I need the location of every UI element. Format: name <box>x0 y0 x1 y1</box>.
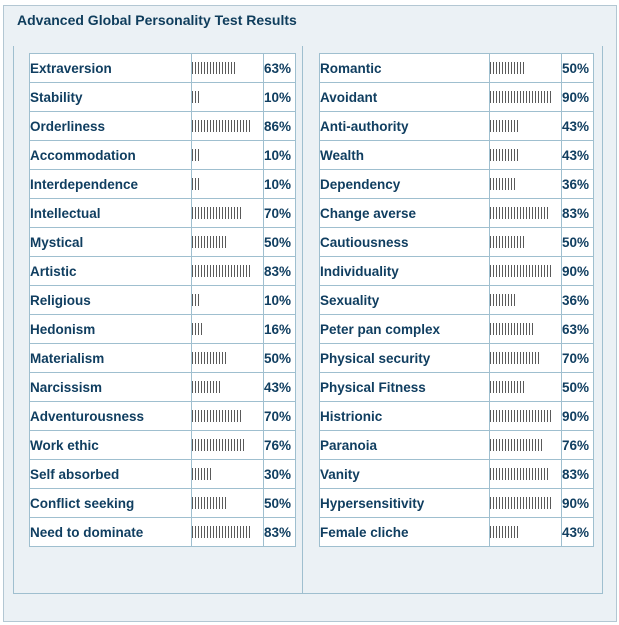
trait-bar <box>490 257 562 286</box>
result-row <box>320 344 594 373</box>
trait-percent: 10% <box>264 141 296 170</box>
trait-bar <box>490 54 562 83</box>
trait-bar <box>490 228 562 257</box>
trait-percent: 10% <box>264 286 296 315</box>
trait-bar <box>192 83 264 112</box>
trait-name: Work ethic <box>30 431 192 460</box>
trait-bar <box>490 286 562 315</box>
trait-bar-fill <box>192 149 199 161</box>
result-row <box>30 402 296 431</box>
trait-name: Artistic <box>30 257 192 286</box>
trait-name: Materialism <box>30 344 192 373</box>
trait-bar-fill <box>490 439 543 451</box>
trait-percent: 50% <box>562 228 594 257</box>
trait-bar-fill <box>490 149 520 161</box>
trait-name: Paranoia <box>320 431 490 460</box>
trait-bar-fill <box>490 352 539 364</box>
trait-bar-fill <box>490 265 553 277</box>
trait-bar-fill <box>490 497 553 509</box>
result-row <box>320 54 594 83</box>
trait-percent: 43% <box>562 112 594 141</box>
trait-bar-fill <box>192 62 236 74</box>
trait-bar-fill <box>490 381 525 393</box>
trait-name: Intellectual <box>30 199 192 228</box>
trait-percent: 83% <box>562 199 594 228</box>
result-row <box>30 257 296 286</box>
result-row <box>320 228 594 257</box>
trait-bar <box>192 228 264 257</box>
trait-bar <box>490 402 562 431</box>
trait-percent: 16% <box>264 315 296 344</box>
result-row <box>320 112 594 141</box>
trait-name: Cautiousness <box>320 228 490 257</box>
trait-name: Female cliche <box>320 518 490 547</box>
trait-bar <box>490 489 562 518</box>
result-row <box>30 431 296 460</box>
trait-bar <box>490 373 562 402</box>
result-row <box>30 54 296 83</box>
result-row <box>30 460 296 489</box>
trait-bar-fill <box>192 468 213 480</box>
trait-bar-fill <box>192 323 203 335</box>
trait-name: Need to dominate <box>30 518 192 547</box>
trait-name: Adventurousness <box>30 402 192 431</box>
result-row <box>30 112 296 141</box>
trait-bar <box>490 170 562 199</box>
result-row <box>320 402 594 431</box>
trait-name: Accommodation <box>30 141 192 170</box>
trait-bar-fill <box>490 62 525 74</box>
trait-bar-fill <box>192 207 241 219</box>
trait-bar-fill <box>192 526 250 538</box>
trait-bar <box>490 344 562 373</box>
trait-bar <box>192 170 264 199</box>
trait-bar-fill <box>490 526 520 538</box>
trait-bar <box>192 344 264 373</box>
trait-bar <box>490 315 562 344</box>
trait-bar-fill <box>192 294 199 306</box>
trait-name: Sexuality <box>320 286 490 315</box>
trait-percent: 50% <box>264 344 296 373</box>
trait-bar-fill <box>192 410 241 422</box>
trait-bar-fill <box>490 236 525 248</box>
trait-bar <box>192 257 264 286</box>
result-row <box>30 518 296 547</box>
result-row <box>30 199 296 228</box>
trait-name: Conflict seeking <box>30 489 192 518</box>
trait-bar-fill <box>192 91 199 103</box>
trait-bar-fill <box>192 120 252 132</box>
result-row <box>320 199 594 228</box>
trait-name: Peter pan complex <box>320 315 490 344</box>
trait-bar <box>192 373 264 402</box>
trait-bar-fill <box>192 265 250 277</box>
trait-bar-fill <box>192 497 227 509</box>
trait-bar <box>192 489 264 518</box>
trait-percent: 43% <box>562 518 594 547</box>
trait-bar-fill <box>490 468 548 480</box>
result-row <box>30 315 296 344</box>
trait-bar <box>192 402 264 431</box>
result-row <box>30 373 296 402</box>
result-row <box>320 83 594 112</box>
result-row <box>320 489 594 518</box>
trait-bar <box>192 54 264 83</box>
result-row <box>320 286 594 315</box>
result-row <box>320 170 594 199</box>
trait-bar-fill <box>490 207 548 219</box>
trait-name: Hypersensitivity <box>320 489 490 518</box>
trait-percent: 50% <box>562 54 594 83</box>
trait-percent: 70% <box>264 199 296 228</box>
trait-percent: 90% <box>562 402 594 431</box>
trait-name: Histrionic <box>320 402 490 431</box>
trait-percent: 90% <box>562 489 594 518</box>
result-row <box>320 373 594 402</box>
result-row <box>30 83 296 112</box>
trait-name: Anti-authority <box>320 112 490 141</box>
trait-percent: 36% <box>562 286 594 315</box>
trait-name: Hedonism <box>30 315 192 344</box>
trait-name: Romantic <box>320 54 490 83</box>
trait-percent: 70% <box>562 344 594 373</box>
column-divider <box>302 46 303 594</box>
trait-percent: 50% <box>264 228 296 257</box>
trait-bar <box>490 460 562 489</box>
trait-bar <box>490 518 562 547</box>
trait-bar <box>490 112 562 141</box>
trait-bar-fill <box>490 323 534 335</box>
result-row <box>30 286 296 315</box>
result-row <box>30 489 296 518</box>
trait-bar <box>192 199 264 228</box>
trait-percent: 76% <box>562 431 594 460</box>
result-row <box>320 518 594 547</box>
result-row <box>320 141 594 170</box>
trait-percent: 83% <box>562 460 594 489</box>
trait-bar-fill <box>192 439 245 451</box>
trait-name: Vanity <box>320 460 490 489</box>
result-row <box>30 141 296 170</box>
trait-name: Dependency <box>320 170 490 199</box>
trait-percent: 43% <box>264 373 296 402</box>
trait-name: Change averse <box>320 199 490 228</box>
trait-bar-fill <box>490 410 553 422</box>
results-table-right <box>319 53 594 547</box>
trait-bar <box>192 431 264 460</box>
trait-name: Individuality <box>320 257 490 286</box>
trait-name: Religious <box>30 286 192 315</box>
trait-percent: 30% <box>264 460 296 489</box>
trait-bar-fill <box>192 381 222 393</box>
trait-percent: 63% <box>264 54 296 83</box>
trait-bar-fill <box>490 120 520 132</box>
trait-percent: 36% <box>562 170 594 199</box>
trait-name: Self absorbed <box>30 460 192 489</box>
trait-bar-fill <box>490 178 515 190</box>
trait-bar <box>192 460 264 489</box>
result-row <box>30 344 296 373</box>
trait-bar <box>490 141 562 170</box>
trait-bar <box>490 431 562 460</box>
results-table-left <box>29 53 296 547</box>
result-row <box>320 315 594 344</box>
trait-percent: 50% <box>562 373 594 402</box>
trait-bar-fill <box>192 236 227 248</box>
trait-percent: 83% <box>264 257 296 286</box>
trait-percent: 76% <box>264 431 296 460</box>
result-row <box>320 431 594 460</box>
trait-bar-fill <box>490 294 515 306</box>
trait-bar-fill <box>490 91 553 103</box>
trait-name: Interdependence <box>30 170 192 199</box>
trait-name: Orderliness <box>30 112 192 141</box>
trait-bar <box>192 141 264 170</box>
trait-percent: 83% <box>264 518 296 547</box>
trait-name: Mystical <box>30 228 192 257</box>
result-row <box>320 460 594 489</box>
trait-name: Avoidant <box>320 83 490 112</box>
result-row <box>30 228 296 257</box>
trait-bar <box>490 83 562 112</box>
trait-name: Physical Fitness <box>320 373 490 402</box>
trait-name: Narcissism <box>30 373 192 402</box>
trait-name: Extraversion <box>30 54 192 83</box>
page-title: Advanced Global Personality Test Results <box>17 12 297 28</box>
trait-percent: 90% <box>562 83 594 112</box>
result-row <box>30 170 296 199</box>
trait-percent: 43% <box>562 141 594 170</box>
trait-percent: 90% <box>562 257 594 286</box>
trait-percent: 63% <box>562 315 594 344</box>
trait-bar <box>192 315 264 344</box>
result-row <box>320 257 594 286</box>
trait-percent: 86% <box>264 112 296 141</box>
trait-bar <box>192 518 264 547</box>
trait-name: Wealth <box>320 141 490 170</box>
trait-bar <box>490 199 562 228</box>
trait-bar-fill <box>192 352 227 364</box>
trait-bar <box>192 112 264 141</box>
trait-bar-fill <box>192 178 199 190</box>
trait-percent: 70% <box>264 402 296 431</box>
trait-name: Stability <box>30 83 192 112</box>
trait-name: Physical security <box>320 344 490 373</box>
trait-percent: 10% <box>264 170 296 199</box>
trait-percent: 50% <box>264 489 296 518</box>
trait-percent: 10% <box>264 83 296 112</box>
trait-bar <box>192 286 264 315</box>
